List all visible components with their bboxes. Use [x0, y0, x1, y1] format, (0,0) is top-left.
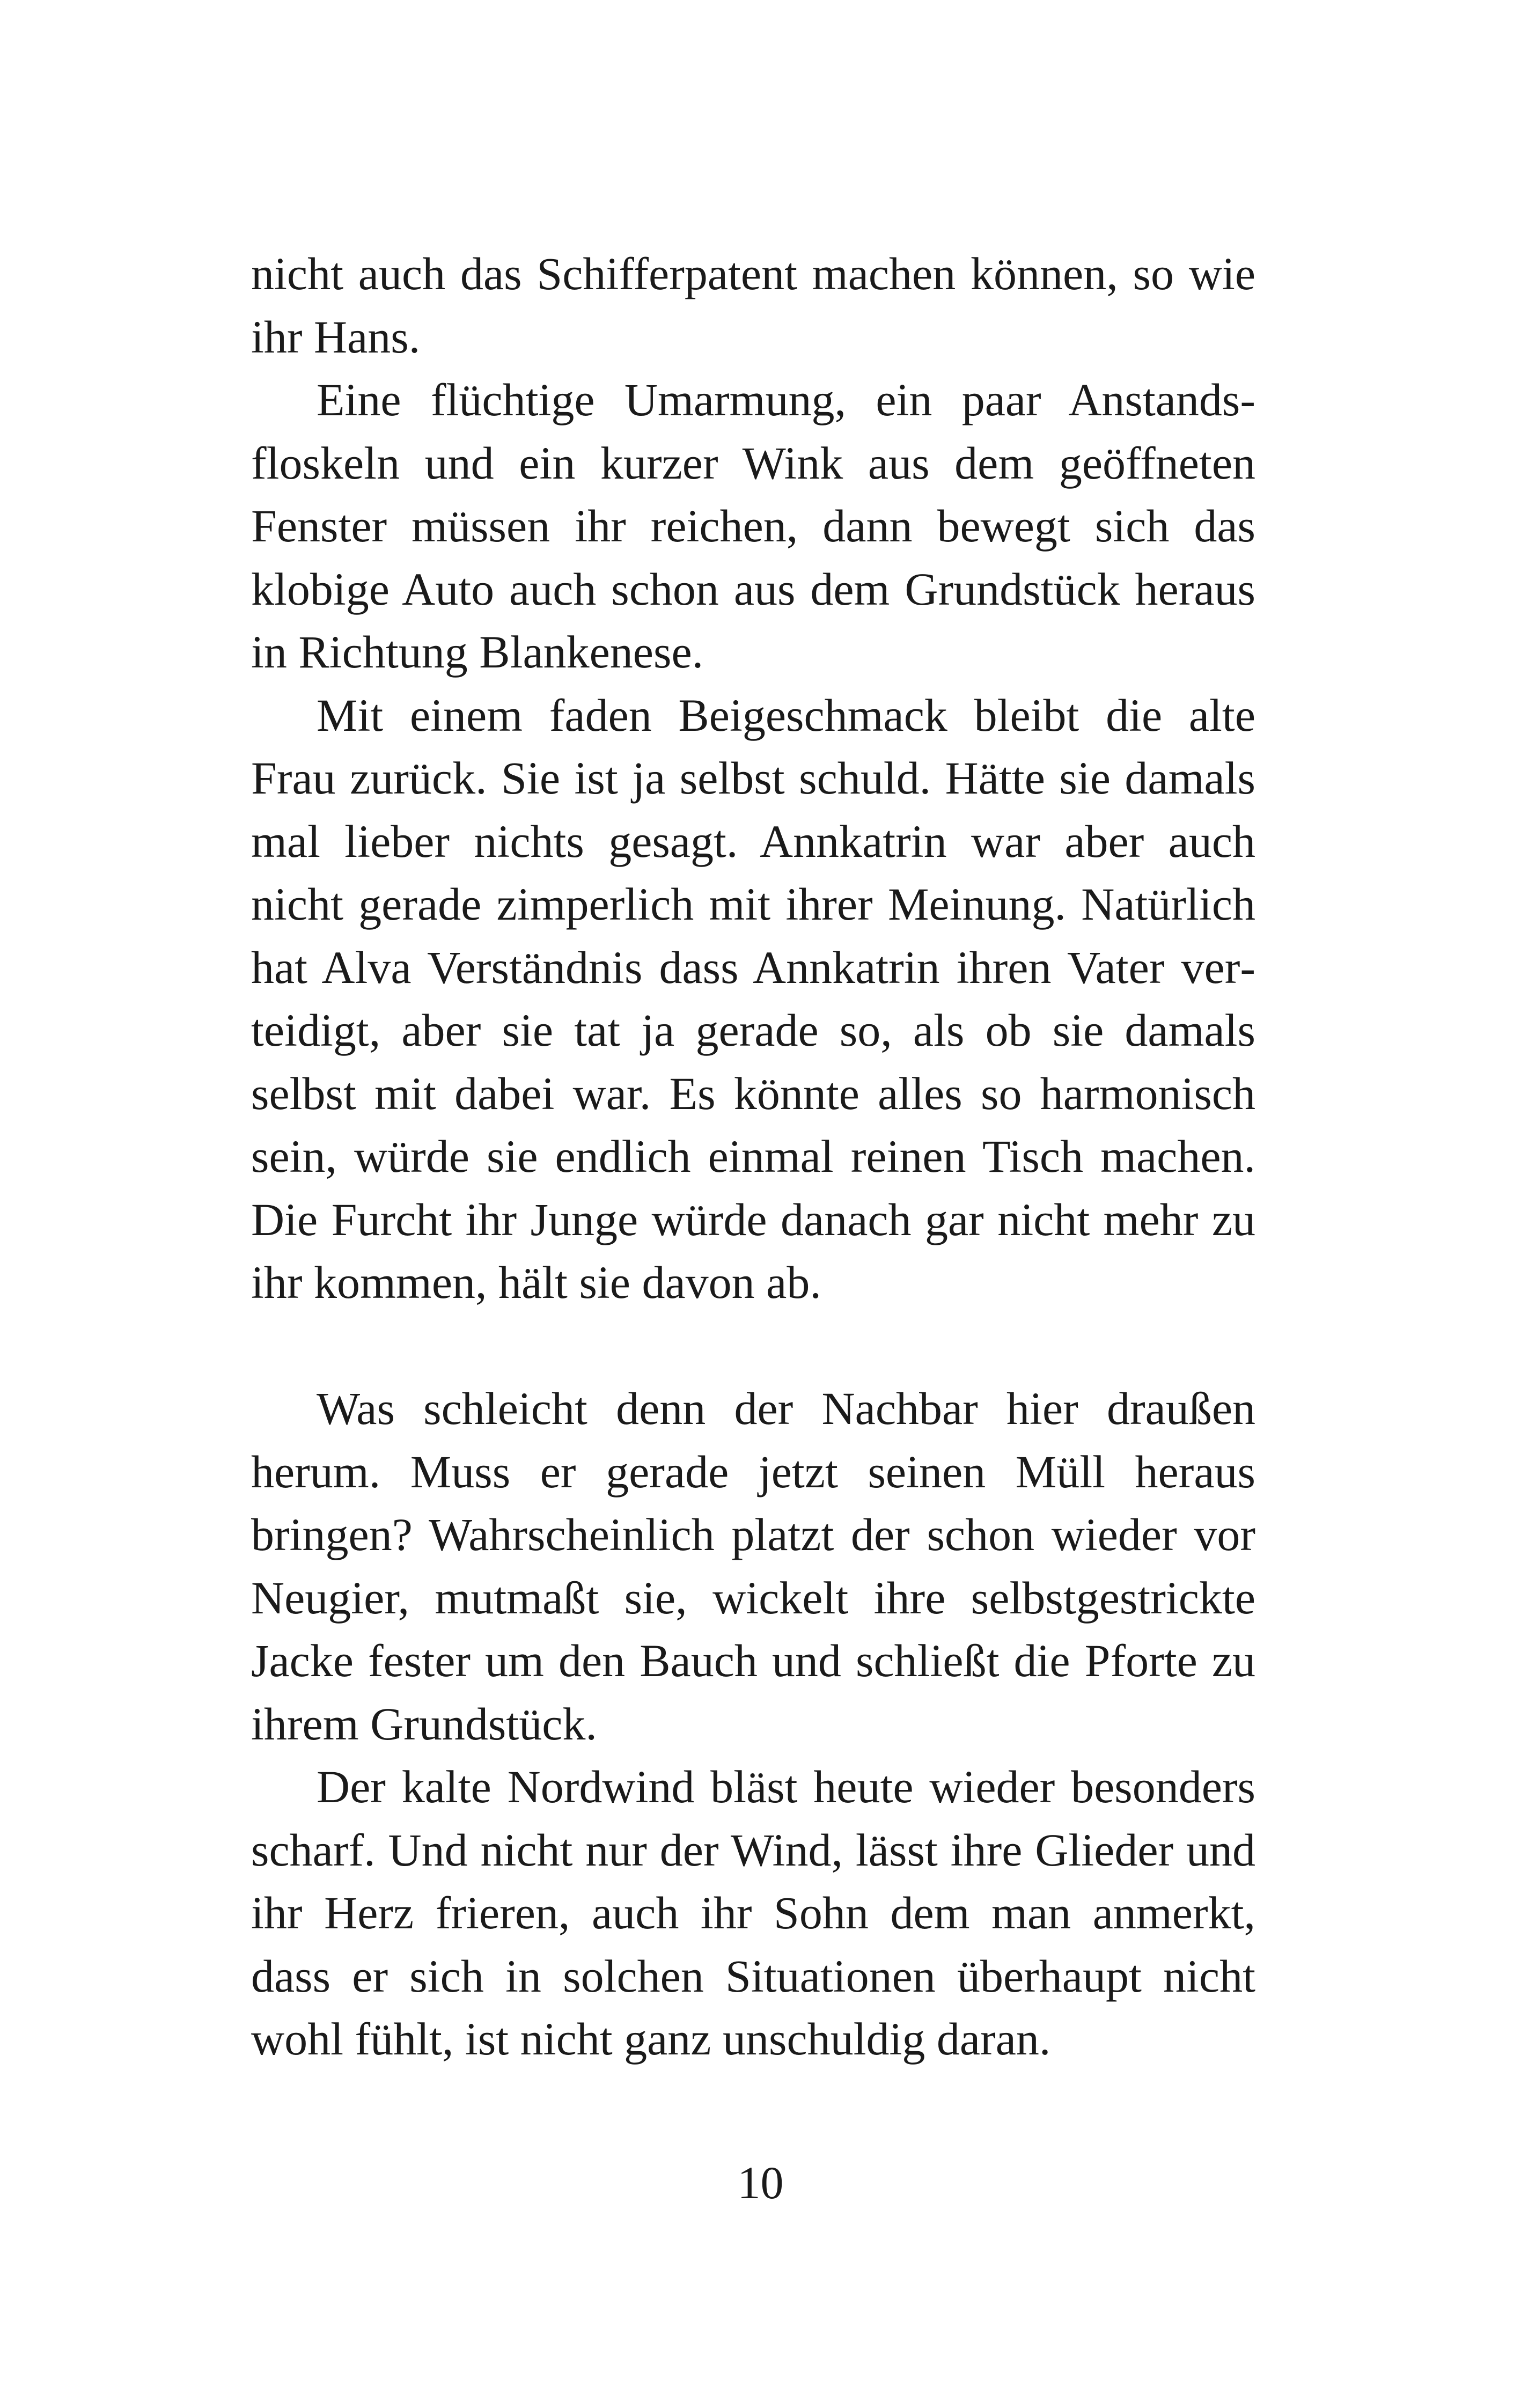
paragraph-aftertaste: Mit einem faden Beigeschmack bleibt die alte Frau zurück. Sie ist ja selbst schuld. Hätte sie damals mal lieber nichts gesagt. Annkatrin war aber auch nicht gerade zimperlich mit ihrer Meinung. Natürlich hat Alva Verständnis dass Annkatrin ihren Vater verteidigt, aber sie tat ja gerade so, als ob sie damals selbst mit dabei war. Es könnte alles so harmonisch sein, würde sie endlich einmal reinen Tisch machen. Die Furcht ihr Junge würde danach gar nicht mehr zu ihr kommen, hält sie davon ab. — [251, 689, 1255, 1308]
body-text — [251, 243, 1255, 2071]
paragraph-continuation: nicht auch das Schifferpatent machen können, so wie ihr Hans. — [251, 248, 1255, 363]
paragraph-farewell: Eine flüchtige Umarmung, ein paar Anstandsfloskeln und ein kurzer Wink aus dem geöffneten Fenster müssen ihr reichen, dann bewegt sich das klobige Auto auch schon aus dem Grundstück heraus in Richtung Blankenese. — [251, 374, 1255, 678]
paragraph-neighbor: Was schleicht denn der Nachbar hier draußen herum. Muss er gerade jetzt seinen Müll heraus bringen? Wahrscheinlich platzt der schon wieder vor Neugier, mutmaßt sie, wickelt ihre selbstgestrickte Jacke fester um den Bauch und schließt die Pforte zu ihrem Grundstück. — [251, 1383, 1255, 1750]
page-number: 10 — [737, 2157, 784, 2208]
paragraph-northwind: Der kalte Nordwind bläst heute wieder besonders scharf. Und nicht nur der Wind, lässt ihre Glieder und ihr Herz frieren, auch ihr Sohn dem man anmerkt, dass er sich in solchen Situationen überhaupt nicht wohl fühlt, ist nicht ganz unschuldig daran. — [251, 1761, 1255, 2065]
scene-break — [251, 1315, 1255, 1378]
